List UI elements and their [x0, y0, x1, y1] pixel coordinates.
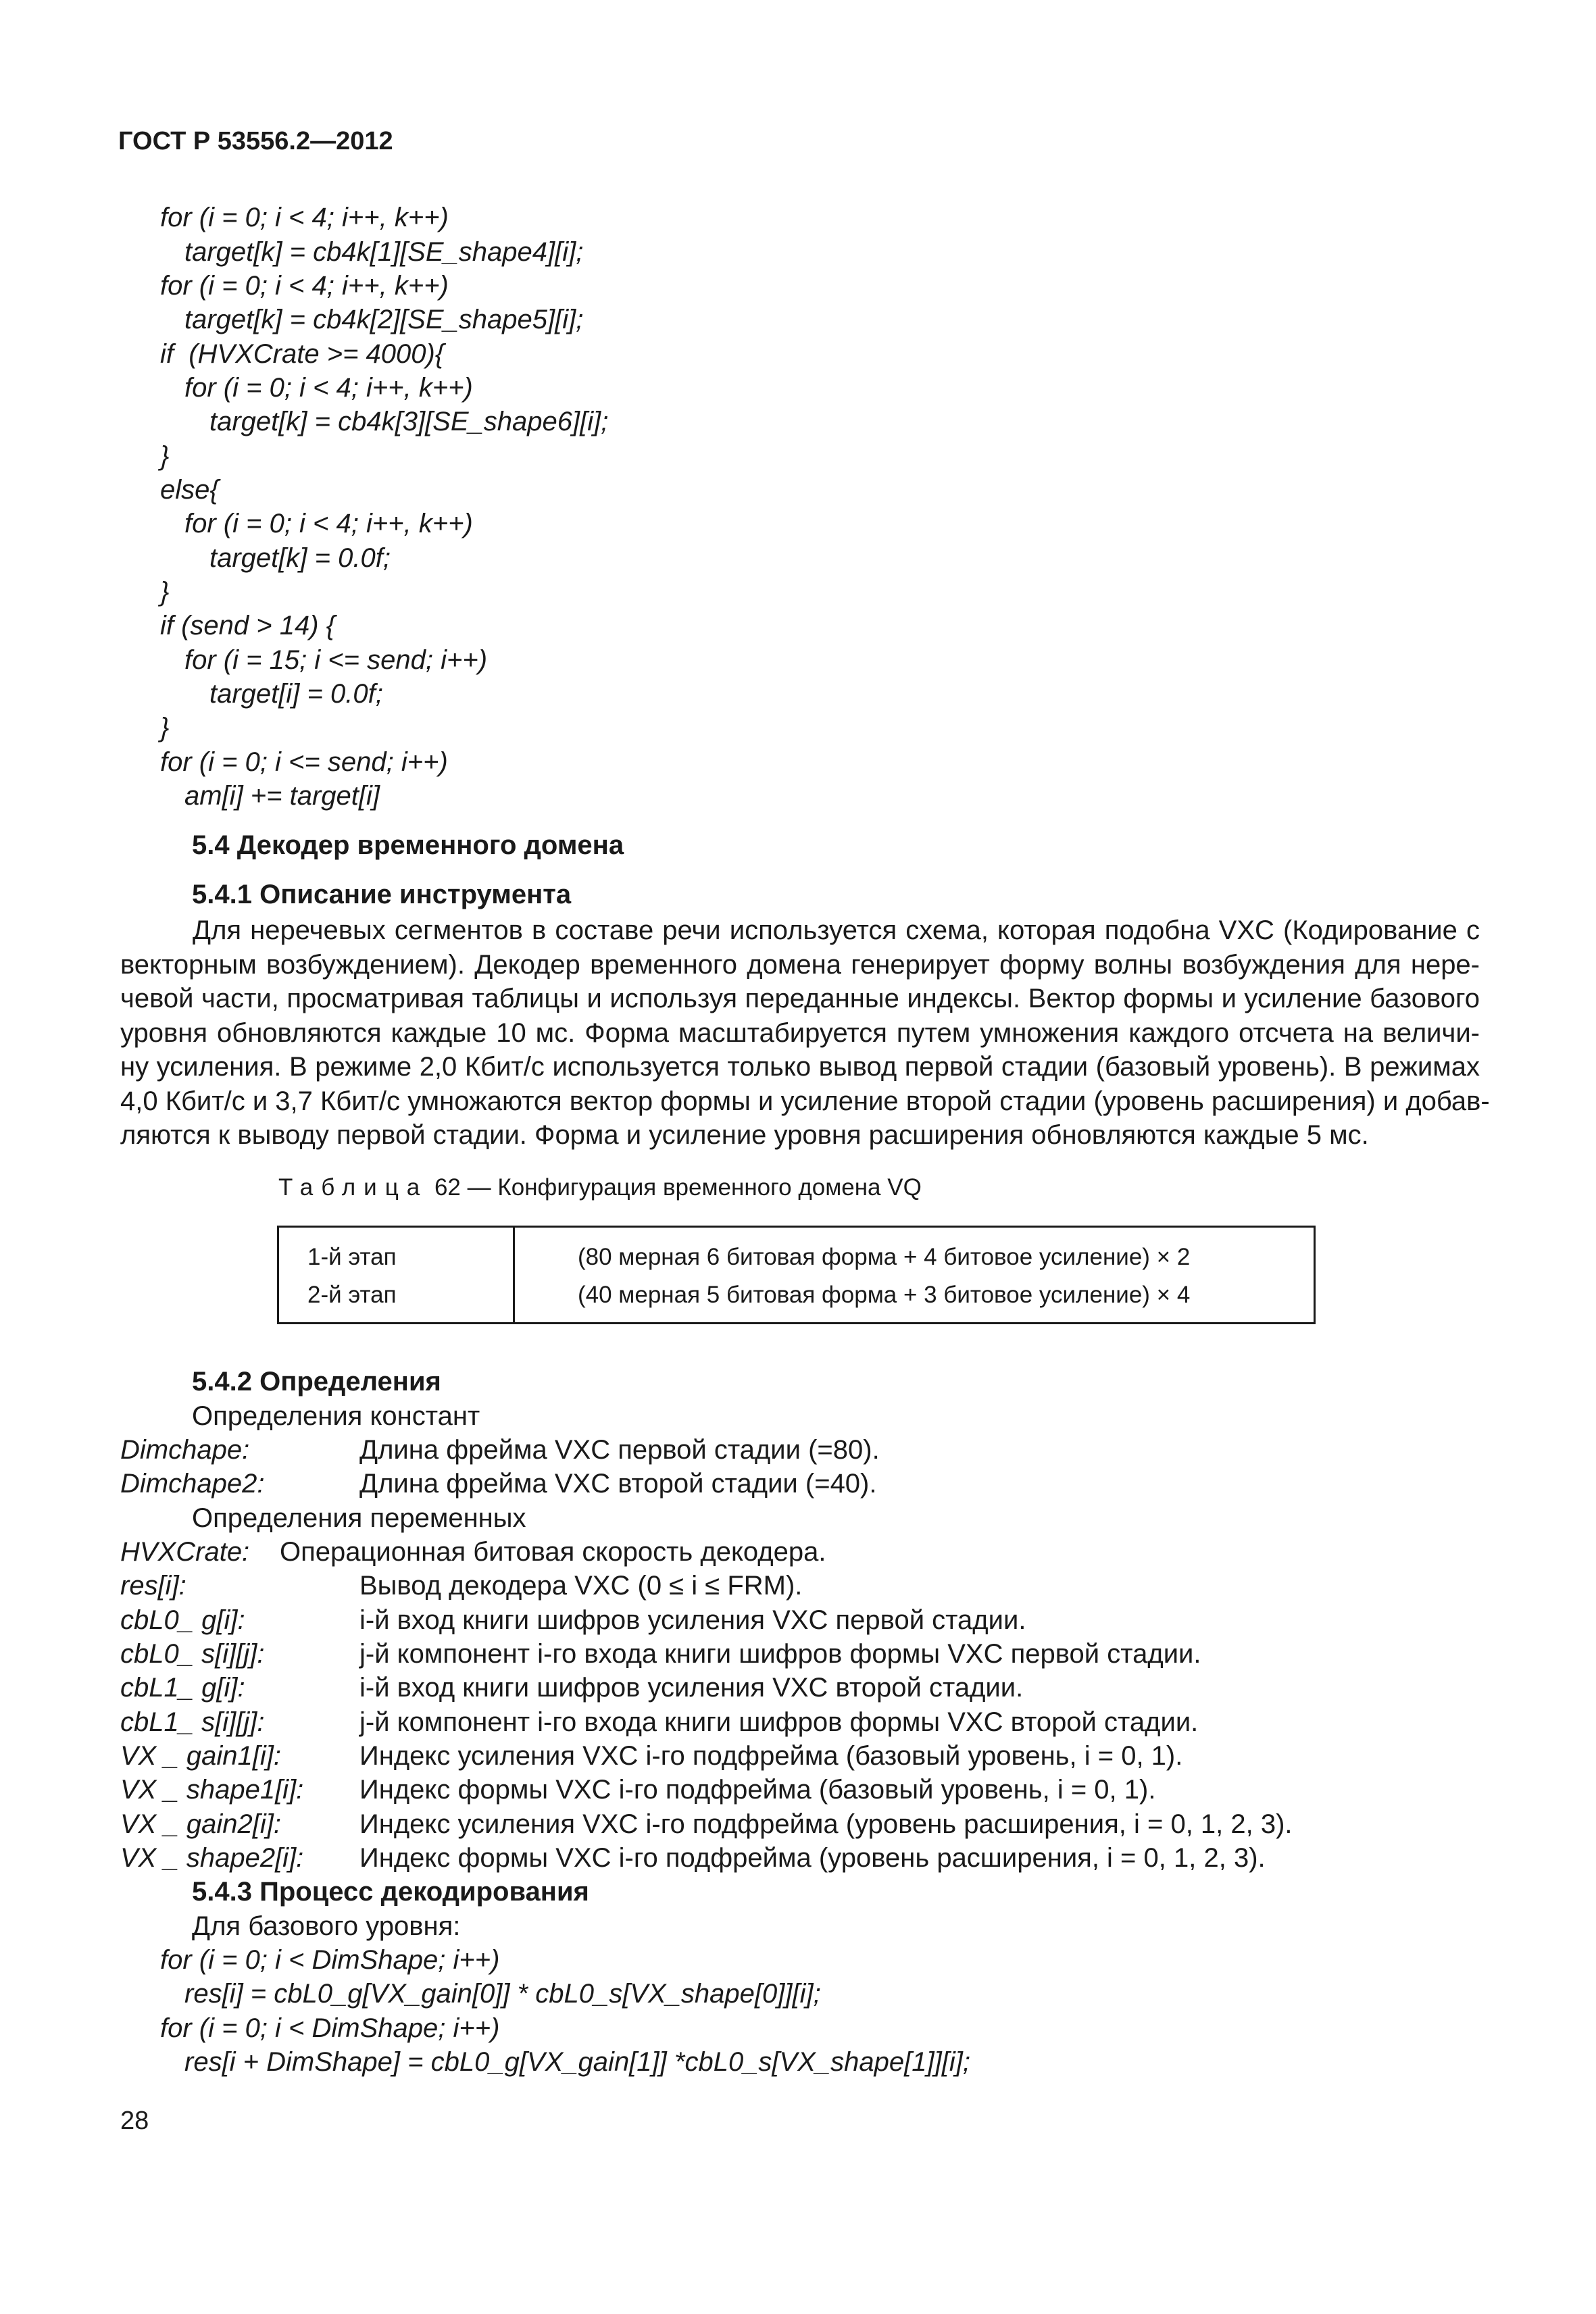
table-cell-stage: 2-й этап: [307, 1282, 397, 1308]
definition-text: Операционная битовая скорость декодера.: [280, 1537, 826, 1567]
section-heading: 5.4.2 Определения: [192, 1367, 441, 1397]
definition-term: Dimchape:: [120, 1435, 250, 1465]
definition-text: Индекс формы VXC i-го подфрейма (уровень расширения, i = 0, 1, 2, 3).: [359, 1843, 1266, 1873]
description-paragraph: [120, 913, 1490, 1153]
code-line: }: [160, 713, 170, 743]
section-heading: 5.4.3 Процесс декодирования: [192, 1877, 589, 1907]
section-heading: 5.4 Декодер временного домена: [192, 830, 624, 860]
definition-term: cbL0_ g[i]:: [120, 1605, 245, 1635]
definition-text: Индекс усиления VXC i-го подфрейма (уровень расширения, i = 0, 1, 2, 3).: [359, 1809, 1293, 1839]
definition-text: Вывод декодера VXC (0 ≤ i ≤ FRM).: [359, 1571, 803, 1601]
decoding-intro: Для базового уровня:: [192, 1911, 461, 1941]
code-line: else{: [160, 475, 219, 505]
code-line: if (HVXCrate >= 4000){: [160, 339, 445, 369]
table-cell-config: (40 мерная 5 битовая форма + 3 битовое усиление) × 4: [578, 1282, 1191, 1308]
table-divider: [513, 1228, 515, 1322]
code-line: for (i = 0; i < DimShape; i++): [160, 2013, 500, 2043]
definition-term: Dimchape2:: [120, 1469, 265, 1499]
code-line: res[i] = cbL0_g[VX_gain[0]] * cbL0_s[VX_shape[0]][i];: [184, 1979, 821, 2009]
code-line: target[k] = cb4k[3][SE_shape6][i];: [209, 407, 609, 436]
section-heading: 5.4.1 Описание инструмента: [192, 880, 572, 909]
definition-term: cbL1_ s[i][j]:: [120, 1707, 265, 1737]
definition-text: j-й компонент i-го входа книги шифров формы VXC второй стадии.: [359, 1707, 1199, 1737]
definition-text: Индекс усиления VXC i-го подфрейма (базовый уровень, i = 0, 1).: [359, 1741, 1183, 1771]
table-cell-config: (80 мерная 6 битовая форма + 4 битовое усиление) × 2: [578, 1244, 1191, 1270]
definition-term: HVXCrate:: [120, 1537, 250, 1567]
config-table: [277, 1226, 1316, 1324]
paragraph-line: уровня обновляются каждые 10 мс. Форма масштабируется путем умножения каждого отсчета на величи-: [120, 1017, 1480, 1048]
code-line: for (i = 0; i < 4; i++, k++): [160, 271, 449, 301]
definition-text: Индекс формы VXC i-го подфрейма (базовый уровень, i = 0, 1).: [359, 1775, 1156, 1805]
code-line: res[i + DimShape] = cbL0_g[VX_gain[1]] *cbL0_s[VX_shape[1]][i];: [184, 2047, 970, 2077]
definition-text: i-й вход книги шифров усиления VXC первой стадии.: [359, 1605, 1026, 1635]
definition-text: Длина фрейма VXC второй стадии (=40).: [359, 1469, 877, 1499]
table-caption-text: 62 — Конфигурация временного домена VQ: [434, 1174, 922, 1201]
definition-term: VX _ shape1[i]:: [120, 1775, 304, 1805]
code-line: target[k] = 0.0f;: [209, 543, 391, 573]
definition-text: j-й компонент i-го входа книги шифров формы VXC первой стадии.: [359, 1639, 1201, 1669]
paragraph-line: 4,0 Кбит/с и 3,7 Кбит/с умножаются вектор формы и усиление второй стадии (уровень расширения) и добав-: [120, 1086, 1490, 1116]
page-number: 28: [120, 2107, 149, 2135]
definition-term: VX _ shape2[i]:: [120, 1843, 304, 1873]
paragraph-line: чевой части, просматривая таблицы и используя переданные индексы. Вектор формы и усиление базового: [120, 984, 1480, 1013]
definition-text: Длина фрейма VXC первой стадии (=80).: [359, 1435, 880, 1465]
definition-term: cbL1_ g[i]:: [120, 1673, 245, 1703]
paragraph-line: векторным возбуждением). Декодер временного домена генерирует форму волны возбуждения для нере-: [120, 949, 1480, 980]
code-line: target[i] = 0.0f;: [209, 679, 383, 709]
definition-term: VX _ gain2[i]:: [120, 1809, 281, 1839]
code-line: for (i = 0; i < 4; i++, k++): [184, 373, 473, 403]
table-cell-stage: 1-й этап: [307, 1244, 397, 1270]
definition-term: VX _ gain1[i]:: [120, 1741, 281, 1771]
definition-text: i-й вход книги шифров усиления VXC второй стадии.: [359, 1673, 1024, 1703]
constants-label: Определения констант: [192, 1401, 480, 1431]
table-caption: [278, 1174, 922, 1201]
document-header: ГОСТ Р 53556.2—2012: [118, 127, 393, 155]
code-line: for (i = 0; i < 4; i++, k++): [160, 203, 449, 232]
code-line: am[i] += target[i]: [184, 781, 380, 811]
code-line: }: [160, 441, 170, 471]
paragraph-line: Для неречевых сегментов в составе речи используется схема, которая подобна VXC (Кодирование с: [193, 915, 1480, 945]
paragraph-line: ляются к выводу первой стадии. Форма и усиление уровня расширения обновляются каждые 5 мс.: [120, 1120, 1369, 1150]
code-line: for (i = 0; i < DimShape; i++): [160, 1945, 500, 1975]
definition-term: res[i]:: [120, 1571, 186, 1601]
table-caption-word: Таблица: [278, 1174, 428, 1201]
paragraph-line: ну усиления. В режиме 2,0 Кбит/с используется только вывод первой стадии (базовый уровень). В режимах: [120, 1052, 1480, 1082]
definition-term: cbL0_ s[i][j]:: [120, 1639, 265, 1669]
code-line: for (i = 0; i <= send; i++): [160, 747, 448, 777]
code-line: if (send > 14) {: [160, 611, 336, 640]
variables-label: Определения переменных: [192, 1503, 526, 1533]
code-line: for (i = 0; i < 4; i++, k++): [184, 509, 473, 538]
code-line: target[k] = cb4k[1][SE_shape4][i];: [184, 237, 584, 267]
code-line: }: [160, 577, 170, 607]
code-line: for (i = 15; i <= send; i++): [184, 645, 488, 675]
code-line: target[k] = cb4k[2][SE_shape5][i];: [184, 305, 584, 334]
